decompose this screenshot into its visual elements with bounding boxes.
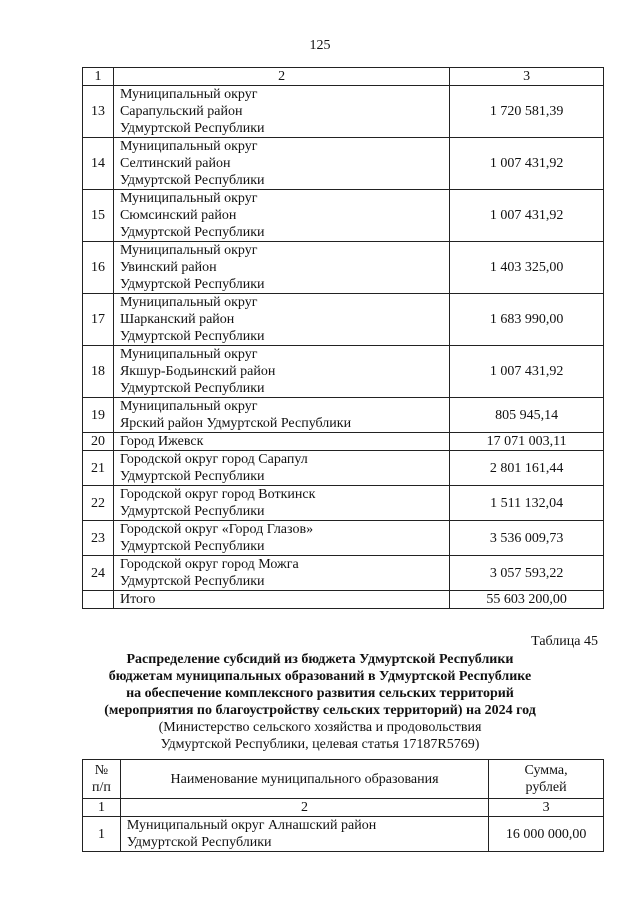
row-number: 24 bbox=[83, 556, 114, 591]
header-num-line: № bbox=[94, 763, 109, 778]
subsidy-amount: 1 511 132,04 bbox=[450, 486, 604, 521]
municipality-name bbox=[113, 556, 449, 591]
municipality-name-line: Удмуртской Республики bbox=[119, 329, 265, 344]
subtitle-line: Удмуртской Республики, целевая статья 17187R5769) bbox=[160, 737, 480, 752]
row-number bbox=[83, 591, 114, 609]
municipality-name-line: Город Ижевск bbox=[119, 434, 204, 449]
subsidy-amount: 805 945,14 bbox=[450, 398, 604, 433]
table-row bbox=[83, 451, 604, 486]
table-row bbox=[83, 86, 604, 138]
header-num-cell bbox=[83, 760, 121, 799]
title-line: на обеспечение комплексного развития сельских территорий bbox=[126, 686, 514, 701]
municipality-name bbox=[113, 190, 449, 242]
table-row bbox=[83, 138, 604, 190]
header-sum-line: Сумма, bbox=[524, 763, 568, 778]
row-number: 21 bbox=[83, 451, 114, 486]
row-number: 1 bbox=[83, 817, 121, 852]
subsidy-amount: 17 071 003,11 bbox=[450, 433, 604, 451]
table-row bbox=[83, 817, 604, 852]
row-number: 23 bbox=[83, 521, 114, 556]
municipality-name-line: Удмуртской Республики bbox=[119, 539, 265, 554]
row-number: 15 bbox=[83, 190, 114, 242]
municipality-name-line: Якшур-Бодьинский район bbox=[119, 364, 276, 379]
municipality-name-line: Шарканский район bbox=[119, 312, 235, 327]
row-number: 17 bbox=[83, 294, 114, 346]
subsidy-amount: 1 683 990,00 bbox=[450, 294, 604, 346]
subsidy-amount: 1 007 431,92 bbox=[450, 346, 604, 398]
municipality-name-line: Удмуртской Республики bbox=[119, 225, 265, 240]
municipality-name-line: Городской округ город Можга bbox=[119, 557, 299, 572]
table-row bbox=[83, 190, 604, 242]
municipality-name-line: Сарапульский район bbox=[119, 104, 243, 119]
municipality-name bbox=[113, 346, 449, 398]
header-cell: 1 bbox=[83, 68, 114, 86]
municipality-name-line: Муниципальный округ bbox=[119, 139, 258, 154]
municipality-name-line: Городской округ «Город Глазов» bbox=[119, 522, 314, 537]
municipality-name bbox=[113, 294, 449, 346]
municipality-name bbox=[113, 86, 449, 138]
row-number: 14 bbox=[83, 138, 114, 190]
table-row bbox=[83, 242, 604, 294]
row-number: 18 bbox=[83, 346, 114, 398]
subtitle-line: (Министерство сельского хозяйства и продовольствия bbox=[158, 720, 482, 735]
title-line: (мероприятия по благоустройству сельских территорий) на 2024 год bbox=[104, 703, 536, 718]
subsidy-amount: 1 403 325,00 bbox=[450, 242, 604, 294]
table-row bbox=[83, 556, 604, 591]
municipality-name-line: Муниципальный округ bbox=[119, 243, 258, 258]
row-number: 16 bbox=[83, 242, 114, 294]
subsidy-amount: 1 007 431,92 bbox=[450, 138, 604, 190]
table-row bbox=[83, 591, 604, 609]
header-sum-cell bbox=[489, 760, 604, 799]
subsidy-table-continued bbox=[82, 67, 604, 609]
municipality-name-line: Муниципальный округ bbox=[119, 347, 258, 362]
table-row bbox=[83, 398, 604, 433]
municipality-name bbox=[113, 398, 449, 433]
table-title bbox=[0, 651, 640, 753]
municipality-name bbox=[113, 242, 449, 294]
index-cell: 1 bbox=[83, 799, 121, 817]
table-row bbox=[83, 486, 604, 521]
table-caption: Таблица 45 bbox=[531, 634, 598, 649]
municipality-name-line: Удмуртской Республики bbox=[119, 173, 265, 188]
index-cell: 3 bbox=[489, 799, 604, 817]
table-header-row bbox=[83, 760, 604, 799]
municipality-name bbox=[113, 591, 449, 609]
row-number: 22 bbox=[83, 486, 114, 521]
municipality-name-line: Итого bbox=[119, 592, 156, 607]
row-number: 13 bbox=[83, 86, 114, 138]
index-cell: 2 bbox=[120, 799, 488, 817]
header-name-cell: Наименование муниципального образования bbox=[120, 760, 488, 799]
title-line: Распределение субсидий из бюджета Удмуртской Республики bbox=[126, 652, 514, 667]
municipality-name-line: Удмуртской Республики bbox=[119, 574, 265, 589]
table-header-row bbox=[83, 68, 604, 86]
page-number: 125 bbox=[309, 38, 331, 53]
municipality-name-line: Увинский район bbox=[119, 260, 217, 275]
table-row bbox=[83, 433, 604, 451]
table-row bbox=[83, 294, 604, 346]
municipality-name-line: Муниципальный округ bbox=[119, 191, 258, 206]
municipality-name bbox=[113, 451, 449, 486]
municipality-name bbox=[113, 486, 449, 521]
municipality-name-line: Удмуртской Республики bbox=[119, 381, 265, 396]
subsidy-amount: 2 801 161,44 bbox=[450, 451, 604, 486]
subsidy-amount: 3 536 009,73 bbox=[450, 521, 604, 556]
municipality-name-line: Городской округ город Сарапул bbox=[119, 452, 308, 467]
municipality-name-line: Ярский район Удмуртской Республики bbox=[119, 416, 352, 431]
municipality-name bbox=[113, 138, 449, 190]
municipality-name bbox=[113, 433, 449, 451]
subsidy-amount: 55 603 200,00 bbox=[450, 591, 604, 609]
title-line: бюджетам муниципальных образований в Удмуртской Республике bbox=[108, 669, 532, 684]
header-sum-line: рублей bbox=[525, 780, 567, 795]
municipality-name-line: Удмуртской Республики bbox=[119, 277, 265, 292]
table-row bbox=[83, 521, 604, 556]
municipality-name-line: Удмуртской Республики bbox=[119, 469, 265, 484]
subsidy-amount: 1 007 431,92 bbox=[450, 190, 604, 242]
municipality-name-line: Муниципальный округ bbox=[119, 87, 258, 102]
table-row bbox=[83, 346, 604, 398]
municipality-name bbox=[113, 521, 449, 556]
table-index-row bbox=[83, 799, 604, 817]
subsidy-amount: 16 000 000,00 bbox=[489, 817, 604, 852]
municipality-name-line: Удмуртской Республики bbox=[119, 504, 265, 519]
row-number: 19 bbox=[83, 398, 114, 433]
municipality-name bbox=[120, 817, 488, 852]
header-cell: 2 bbox=[113, 68, 449, 86]
subsidy-table-45 bbox=[82, 759, 604, 852]
municipality-name-line: Муниципальный округ bbox=[119, 399, 258, 414]
municipality-name-line: Муниципальный округ Алнашский район bbox=[126, 818, 377, 833]
municipality-name-line: Городской округ город Воткинск bbox=[119, 487, 316, 502]
municipality-name-line: Удмуртской Республики bbox=[126, 835, 272, 850]
subsidy-amount: 3 057 593,22 bbox=[450, 556, 604, 591]
row-number: 20 bbox=[83, 433, 114, 451]
header-num-line: п/п bbox=[92, 780, 111, 795]
subsidy-amount: 1 720 581,39 bbox=[450, 86, 604, 138]
header-cell: 3 bbox=[450, 68, 604, 86]
municipality-name-line: Сюмсинский район bbox=[119, 208, 237, 223]
municipality-name-line: Удмуртской Республики bbox=[119, 121, 265, 136]
municipality-name-line: Селтинский район bbox=[119, 156, 231, 171]
municipality-name-line: Муниципальный округ bbox=[119, 295, 258, 310]
